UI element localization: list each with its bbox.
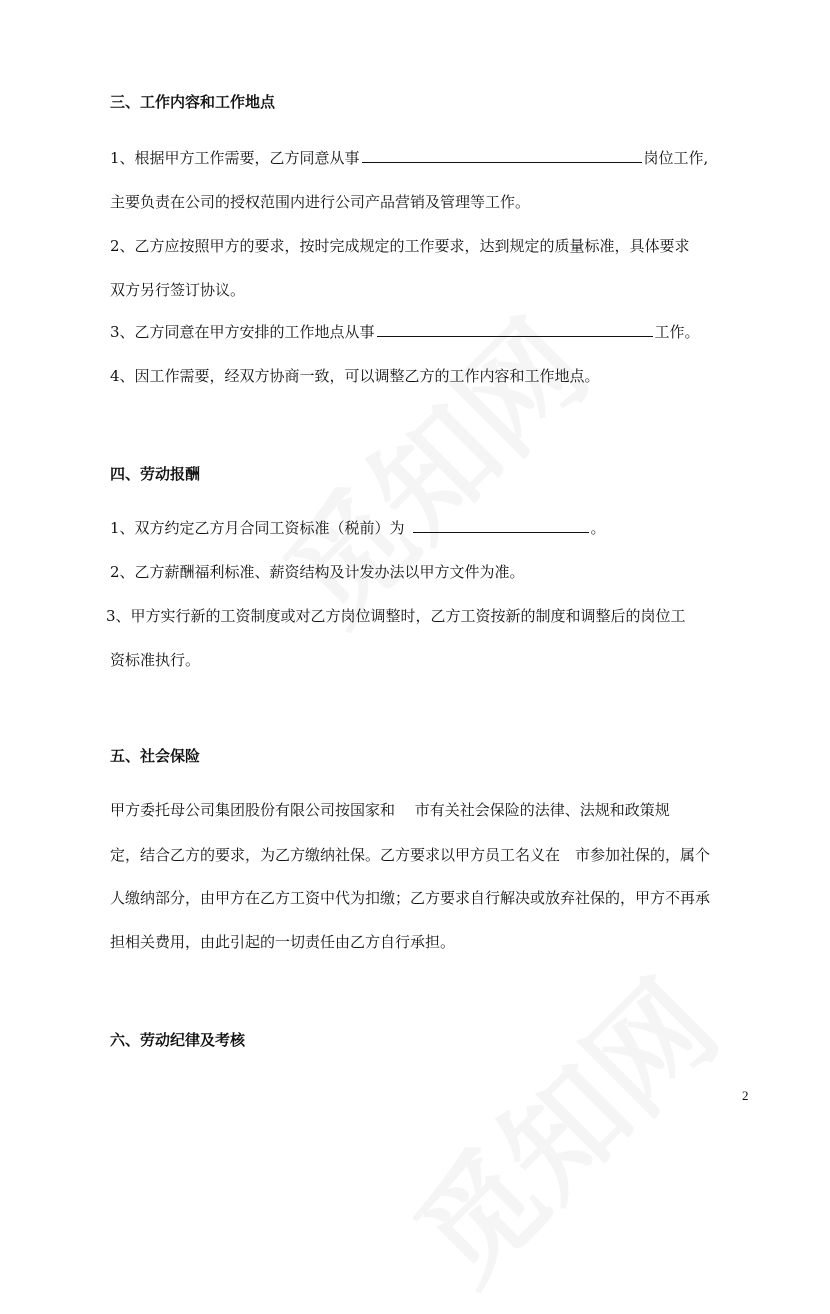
s5-line-1: 甲方委托母公司集团股份有限公司按国家和 市有关社会保险的法律、法规和政策规 bbox=[110, 801, 670, 819]
s3-p3-text-b: 工作。 bbox=[654, 323, 700, 341]
s5-line-2: 定，结合乙方的要求，为乙方缴纳社保。乙方要求以甲方员工名义在 市参加社保的，属个 bbox=[110, 846, 711, 864]
watermark bbox=[372, 938, 748, 1314]
s3-para-2-line-1: 2、乙方应按照甲方的要求，按时完成规定的工作要求，达到规定的质量标准，具体要求 bbox=[110, 237, 690, 255]
s3-p3-text-a: 3、乙方同意在甲方安排的工作地点从事 bbox=[110, 323, 375, 341]
s3-p1-text-b: 岗位工作, bbox=[643, 149, 709, 167]
section-5-title: 五、社会保险 bbox=[110, 747, 201, 765]
position-blank bbox=[362, 148, 642, 163]
s5-line-3: 人缴纳部分，由甲方在乙方工资中代为扣缴；乙方要求自行解决或放弃社保的，甲方不再承 bbox=[110, 889, 711, 907]
s3-para-1-line-2: 主要负责在公司的授权范围内进行公司产品营销及管理等工作。 bbox=[110, 193, 531, 211]
section-4-title: 四、劳动报酬 bbox=[110, 465, 201, 483]
s5-line-4: 担相关费用，由此引起的一切责任由乙方自行承担。 bbox=[110, 933, 456, 951]
s3-p1-text-a: 1、根据甲方工作需要，乙方同意从事 bbox=[110, 149, 360, 167]
s3-para-3 bbox=[110, 322, 750, 342]
salary-blank bbox=[413, 518, 589, 533]
s4-para-3-line-2: 资标准执行。 bbox=[110, 651, 201, 669]
section-6-title: 六、劳动纪律及考核 bbox=[110, 1031, 246, 1049]
s3-para-4: 4、因工作需要，经双方协商一致，可以调整乙方的工作内容和工作地点。 bbox=[110, 367, 600, 385]
s4-para-3-line-1: 3、甲方实行新的工资制度或对乙方岗位调整时，乙方工资按新的制度和调整后的岗位工 bbox=[106, 607, 686, 625]
s4-para-2: 2、乙方薪酬福利标准、薪资结构及计发办法以甲方文件为准。 bbox=[110, 563, 525, 581]
location-blank bbox=[377, 322, 653, 337]
page-number: 2 bbox=[742, 1088, 749, 1103]
s3-para-2-line-2: 双方另行签订协议。 bbox=[110, 281, 246, 299]
s3-para-1-line-1 bbox=[110, 148, 750, 168]
s4-para-1 bbox=[110, 518, 750, 538]
section-3-title: 三、工作内容和工作地点 bbox=[110, 93, 276, 111]
s4-p1-text-b: 。 bbox=[590, 519, 606, 537]
s4-p1-text-a: 1、双方约定乙方月合同工资标准（税前）为 bbox=[110, 519, 405, 537]
